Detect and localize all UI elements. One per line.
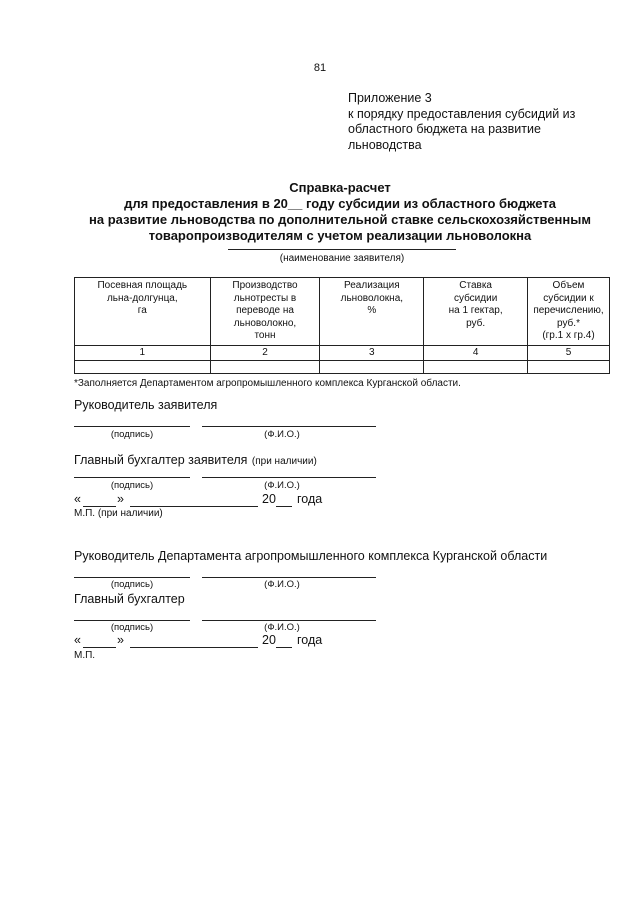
appendix-line: льноводства [348,137,422,152]
column-number: 3 [320,345,424,361]
date-month-line[interactable] [130,506,258,507]
fio-line[interactable] [202,620,376,621]
appendix-line: областного бюджета на развитие [348,122,541,136]
stamp-note: М.П. (при наличии) [74,508,163,519]
column-number: 1 [75,345,211,361]
column-number: 2 [210,345,320,361]
applicant-head-label: Руководитель заявителя [74,398,218,412]
title-line: для предоставления в 20__ году субсидии из областного бюджета [124,196,556,211]
data-row [75,361,610,374]
date-open-quote: « [74,633,81,647]
date-day-line[interactable] [83,647,116,648]
date-close-quote: » [117,492,124,506]
year-prefix: 20 [262,633,276,647]
signature-caption: (подпись) [110,622,154,633]
year-line[interactable] [276,647,292,648]
stamp-note: М.П. [74,650,96,661]
document-title [0,180,640,244]
signature-line[interactable] [74,426,190,427]
fio-line[interactable] [202,577,376,578]
appendix-note [348,91,575,153]
applicant-accountant-label: Главный бухгалтер заявителя (при наличии) [74,453,317,467]
fio-caption: (Ф.И.О.) [264,579,300,590]
column-number: 4 [424,345,528,361]
department-head-label: Руководитель Департамента агропромышленного комплекса Курганской области [74,549,548,563]
fio-caption: (Ф.И.О.) [264,480,300,491]
fio-line[interactable] [202,477,376,478]
year-line[interactable] [276,506,292,507]
signature-caption: (подпись) [110,429,154,440]
fio-caption: (Ф.И.О.) [264,622,300,633]
header-cell: Ставка субсидии на 1 гектар, руб. [424,278,528,346]
signature-line[interactable] [74,477,190,478]
date-open-quote: « [74,492,81,506]
date-close-quote: » [117,633,124,647]
title-line: товаропроизводителям с учетом реализации льноволокна [148,228,532,243]
appendix-line: Приложение 3 [348,91,432,105]
data-cell[interactable] [320,361,424,374]
table-footnote: *Заполняется Департаментом агропромышленного комплекса Курганской области. [74,378,461,389]
accountant-note: (при наличии) [251,456,317,467]
year-suffix: года [297,633,323,647]
fio-caption: (Ф.И.О.) [264,429,300,440]
year-suffix: года [297,492,323,506]
title-line: Справка-расчет [289,180,391,195]
appendix-line: к порядку предоставления субсидий из [348,106,576,121]
calculation-table [74,277,610,374]
table-header-row [75,278,610,346]
header-cell: Производство льнотресты в переводе на льноволокно, тонн [210,278,320,346]
data-cell[interactable] [527,361,609,374]
data-cell[interactable] [75,361,211,374]
header-cell: Реализация льноволокна, % [320,278,424,346]
data-cell[interactable] [424,361,528,374]
department-accountant-label: Главный бухгалтер [74,592,185,606]
applicant-name-caption: (наименование заявителя) [279,253,405,264]
data-cell[interactable] [210,361,320,374]
header-cell: Посевная площадь льна-долгунца, га [75,278,211,346]
date-day-line[interactable] [83,506,116,507]
signature-line[interactable] [74,620,190,621]
title-line: на развитие льноводства по дополнительной ставке сельскохозяйственным [89,212,591,227]
applicant-name-line[interactable] [228,249,456,250]
page-number: 81 [313,62,327,74]
fio-line[interactable] [202,426,376,427]
date-month-line[interactable] [130,647,258,648]
column-number: 5 [527,345,609,361]
year-prefix: 20 [262,492,276,506]
header-cell: Объем субсидии к перечислению, руб.* (гр.1 х гр.4) [527,278,609,346]
signature-caption: (подпись) [110,480,154,491]
signature-line[interactable] [74,577,190,578]
signature-caption: (подпись) [110,579,154,590]
column-number-row [75,345,610,361]
